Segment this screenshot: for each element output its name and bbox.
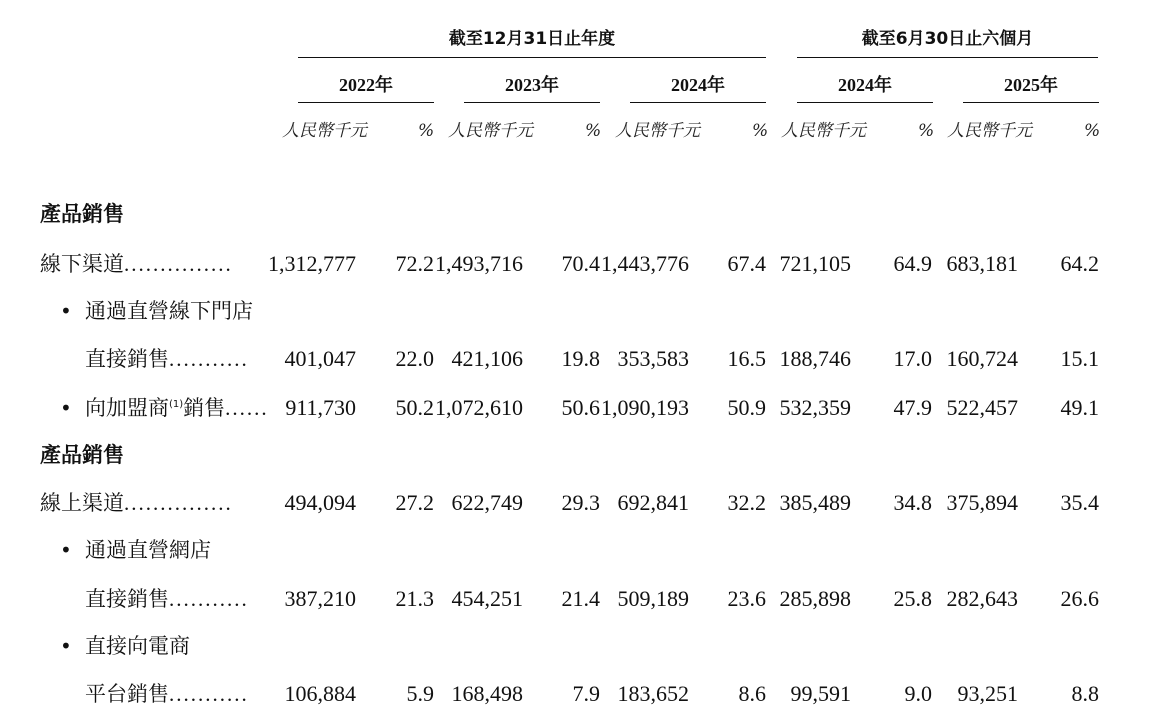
cell-pct: 64.2 bbox=[1060, 251, 1099, 276]
cell-rmb: 99,591 bbox=[790, 681, 851, 706]
bullet-icon: • bbox=[60, 299, 72, 323]
year-2025-h1: 2025年 bbox=[1004, 75, 1058, 95]
cell-rmb: 93,251 bbox=[957, 681, 1018, 706]
year-2022: 2022年 bbox=[339, 75, 393, 95]
cell-rmb: 401,047 bbox=[284, 346, 356, 371]
cell-pct: 50.9 bbox=[727, 395, 766, 420]
footnote-ref: (1) bbox=[169, 399, 184, 410]
cell-pct: 34.8 bbox=[893, 490, 932, 515]
cell-rmb: 1,312,777 bbox=[268, 251, 356, 276]
cell-rmb: 683,181 bbox=[946, 251, 1018, 276]
row-label: 線上渠道............... bbox=[40, 491, 233, 515]
cell-pct: 22.0 bbox=[395, 346, 434, 371]
cell-rmb: 494,094 bbox=[284, 490, 356, 515]
cell-pct: 19.8 bbox=[561, 346, 600, 371]
year-rule bbox=[630, 102, 766, 103]
cell-rmb: 375,894 bbox=[946, 490, 1018, 515]
section-title-online: 產品銷售 bbox=[40, 443, 124, 467]
year-rule bbox=[963, 102, 1099, 103]
cell-rmb: 168,498 bbox=[451, 681, 523, 706]
row-label: 直接向電商 bbox=[85, 634, 190, 658]
bullet-icon: • bbox=[60, 634, 72, 658]
year-rule bbox=[797, 102, 933, 103]
cell-rmb: 160,724 bbox=[946, 346, 1018, 371]
year-2024-h1: 2024年 bbox=[838, 75, 892, 95]
cell-rmb: 106,884 bbox=[284, 681, 356, 706]
unit-pct: % bbox=[1084, 121, 1101, 141]
cell-pct: 8.6 bbox=[738, 681, 766, 706]
row-label: 通過直營線下門店 bbox=[85, 299, 253, 323]
cell-rmb: 1,072,610 bbox=[435, 395, 523, 420]
unit-rmb: 人民幣千元 bbox=[282, 121, 367, 141]
cell-pct: 17.0 bbox=[893, 346, 932, 371]
cell-pct: 47.9 bbox=[893, 395, 932, 420]
cell-rmb: 1,090,193 bbox=[601, 395, 689, 420]
bullet-icon: • bbox=[60, 538, 72, 562]
row-label: 通過直營網店 bbox=[85, 538, 211, 562]
cell-pct: 27.2 bbox=[395, 490, 434, 515]
cell-pct: 16.5 bbox=[727, 346, 766, 371]
row-label: 直接銷售........... bbox=[85, 587, 249, 611]
cell-pct: 72.2 bbox=[395, 251, 434, 276]
header-rule-annual bbox=[298, 57, 766, 58]
cell-rmb: 721,105 bbox=[779, 251, 851, 276]
year-2023: 2023年 bbox=[505, 75, 559, 95]
header-group-annual: 截至12月31日止年度 bbox=[448, 29, 616, 49]
cell-rmb: 509,189 bbox=[617, 586, 689, 611]
section-title-offline: 產品銷售 bbox=[40, 202, 124, 226]
cell-pct: 21.4 bbox=[561, 586, 600, 611]
cell-rmb: 532,359 bbox=[779, 395, 851, 420]
cell-rmb: 353,583 bbox=[617, 346, 689, 371]
row-label: 線下渠道............... bbox=[40, 252, 233, 276]
cell-rmb: 522,457 bbox=[946, 395, 1018, 420]
cell-rmb: 1,443,776 bbox=[601, 251, 689, 276]
cell-rmb: 692,841 bbox=[617, 490, 689, 515]
cell-rmb: 622,749 bbox=[451, 490, 523, 515]
unit-rmb: 人民幣千元 bbox=[448, 121, 533, 141]
cell-rmb: 911,730 bbox=[285, 395, 356, 420]
header-group-halfyear: 截至6月30日止六個月 bbox=[861, 29, 1034, 49]
cell-pct: 29.3 bbox=[561, 490, 600, 515]
unit-rmb: 人民幣千元 bbox=[947, 121, 1032, 141]
cell-pct: 50.2 bbox=[395, 395, 434, 420]
cell-rmb: 1,493,716 bbox=[435, 251, 523, 276]
unit-rmb: 人民幣千元 bbox=[615, 121, 700, 141]
cell-pct: 25.8 bbox=[893, 586, 932, 611]
unit-pct: % bbox=[585, 121, 602, 141]
cell-pct: 35.4 bbox=[1060, 490, 1099, 515]
cell-rmb: 387,210 bbox=[284, 586, 356, 611]
cell-rmb: 385,489 bbox=[779, 490, 851, 515]
year-rule bbox=[464, 102, 600, 103]
cell-pct: 9.0 bbox=[904, 681, 932, 706]
cell-rmb: 188,746 bbox=[779, 346, 851, 371]
cell-pct: 32.2 bbox=[727, 490, 766, 515]
cell-rmb: 282,643 bbox=[946, 586, 1018, 611]
cell-pct: 26.6 bbox=[1060, 586, 1099, 611]
cell-pct: 8.8 bbox=[1071, 681, 1099, 706]
cell-pct: 64.9 bbox=[893, 251, 932, 276]
cell-pct: 50.6 bbox=[561, 395, 600, 420]
row-label: 平台銷售........... bbox=[85, 682, 249, 706]
cell-rmb: 454,251 bbox=[451, 586, 523, 611]
cell-pct: 7.9 bbox=[572, 681, 600, 706]
cell-pct: 70.4 bbox=[561, 251, 600, 276]
cell-pct: 67.4 bbox=[727, 251, 766, 276]
row-label: 向加盟商$^{(1)}$銷售...... bbox=[85, 396, 269, 420]
cell-rmb: 421,106 bbox=[451, 346, 523, 371]
cell-pct: 15.1 bbox=[1060, 346, 1099, 371]
year-2024: 2024年 bbox=[671, 75, 725, 95]
unit-pct: % bbox=[418, 121, 435, 141]
header-rule-halfyear bbox=[797, 57, 1098, 58]
unit-pct: % bbox=[752, 121, 769, 141]
cell-pct: 49.1 bbox=[1060, 395, 1099, 420]
row-label: 直接銷售........... bbox=[85, 347, 249, 371]
cell-pct: 23.6 bbox=[727, 586, 766, 611]
cell-rmb: 285,898 bbox=[779, 586, 851, 611]
unit-rmb: 人民幣千元 bbox=[781, 121, 866, 141]
bullet-icon: • bbox=[60, 396, 72, 420]
cell-pct: 5.9 bbox=[406, 681, 434, 706]
year-rule bbox=[298, 102, 434, 103]
cell-rmb: 183,652 bbox=[617, 681, 689, 706]
cell-pct: 21.3 bbox=[395, 586, 434, 611]
unit-pct: % bbox=[918, 121, 935, 141]
